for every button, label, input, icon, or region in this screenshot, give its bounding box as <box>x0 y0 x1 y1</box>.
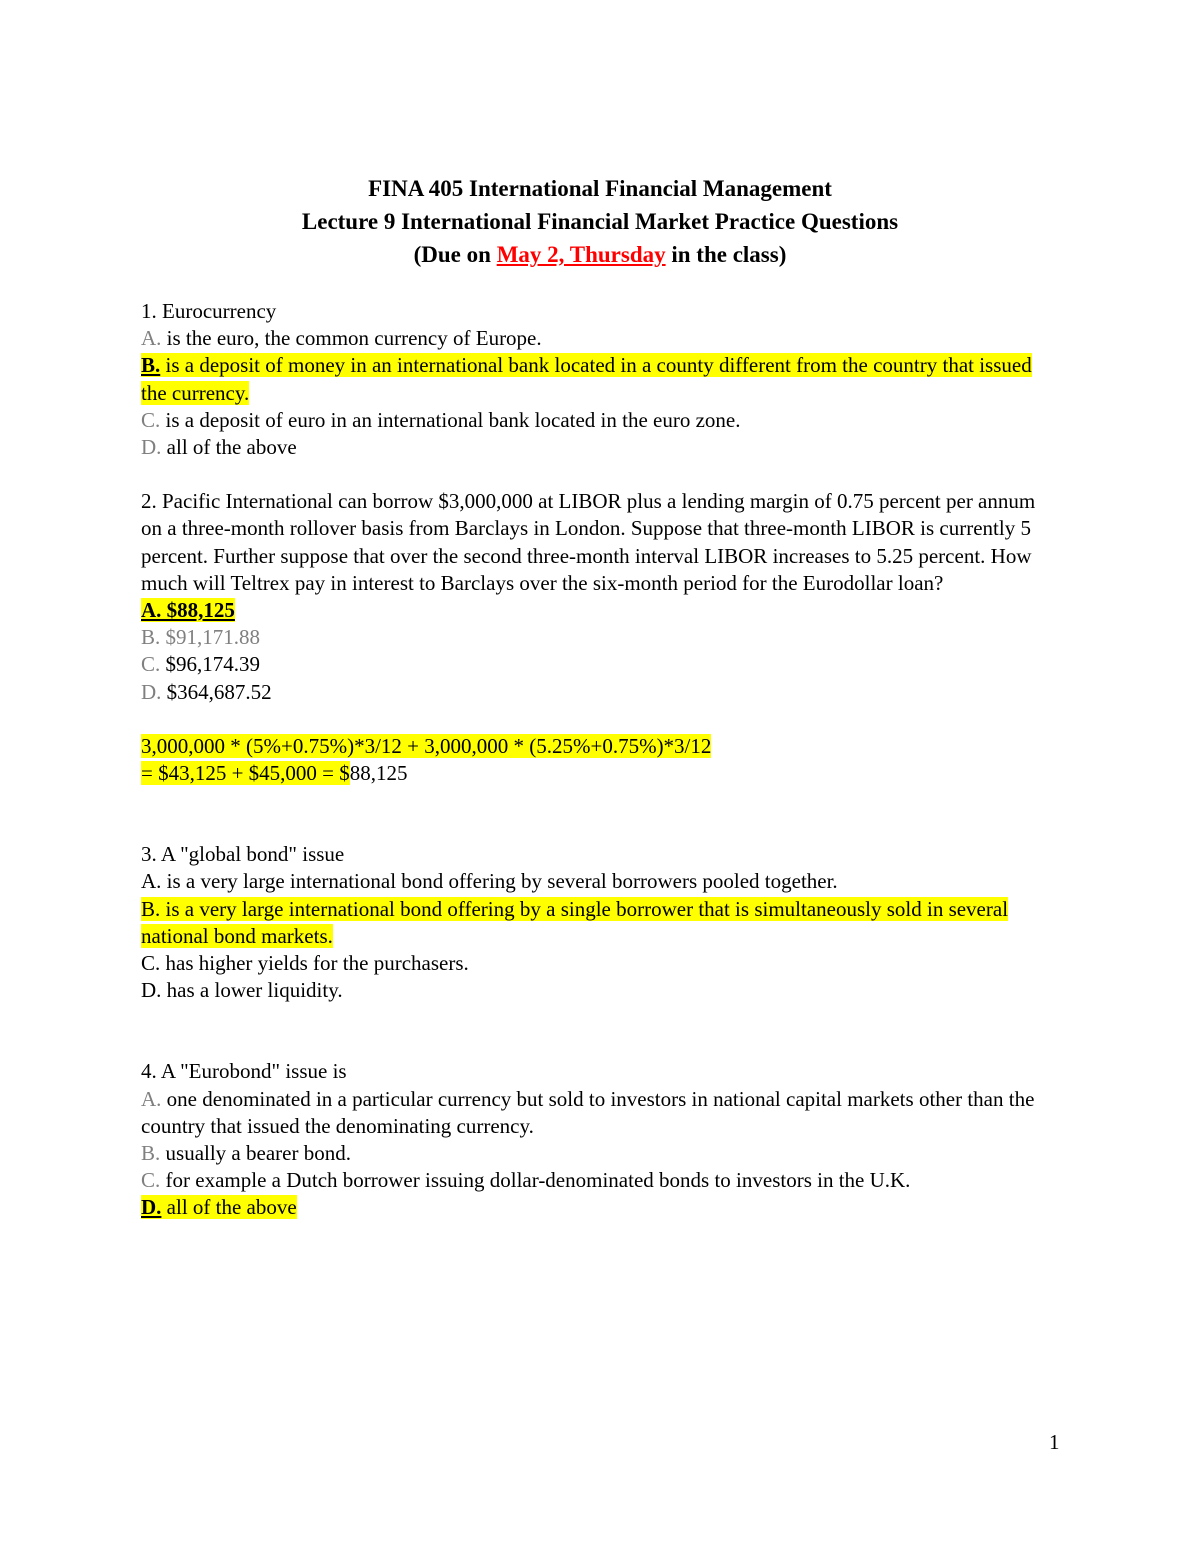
question-4-option-a <box>141 1086 1061 1140</box>
option-letter: C. <box>141 407 161 432</box>
calculation-line-1 <box>141 733 1061 760</box>
question-3 <box>141 841 1061 1004</box>
option-text: $364,687.52 <box>161 679 272 704</box>
lecture-title: Lecture 9 International Financial Market Practice Questions <box>301 209 899 234</box>
answer-text: B. is a very large international bond offering by a single borrower that is simultaneously sold in several national bond markets. <box>141 896 1009 948</box>
question-1 <box>141 298 1061 461</box>
option-letter: D. <box>141 679 162 704</box>
option-letter: A. <box>141 1086 162 1111</box>
option-text: usually a bearer bond. <box>160 1141 351 1166</box>
question-2-option-d <box>141 679 1061 706</box>
option-letter: D. <box>141 435 162 460</box>
question-2-option-c <box>141 651 1061 678</box>
option-letter: B. <box>141 625 161 650</box>
question-1-option-a <box>141 325 1061 352</box>
calculation-result: 88,125 <box>349 761 408 786</box>
answer-letter: D. <box>141 1195 162 1220</box>
question-4-option-d <box>141 1194 1061 1221</box>
option-letter: A. <box>141 326 162 351</box>
option-text: $96,174.39 <box>160 652 261 677</box>
question-2-calculation <box>141 733 1061 787</box>
title-block <box>0 172 1200 271</box>
calculation-line-2 <box>141 760 1061 787</box>
page-number: 1 <box>1049 1430 1060 1454</box>
answer-text: A. $88,125 <box>141 598 235 623</box>
question-2-option-b <box>141 624 1061 651</box>
due-date: May 2, Thursday <box>496 242 666 267</box>
option-text: one denominated in a particular currency but sold to investors in national capital markets other than the country that issued the denominating currency. <box>141 1086 1035 1138</box>
question-2-stem: 2. Pacific International can borrow $3,000,000 at LIBOR plus a lending margin of 0.75 percent per annum on a three-month rollover basis from Barclays in London. Suppose that three-month LIBOR is currently 5 percent. Further suppose that over the second three-month interval LIBOR increases to 5.25 percent. How much will Teltrex pay in interest to Barclays over the six-month period for the Eurodollar loan? <box>141 489 1036 595</box>
answer-text: all of the above <box>161 1195 297 1220</box>
question-2-option-a <box>141 597 1061 624</box>
answer-text: is a deposit of money in an international bank located in a county different from the country that issued the currency. <box>141 353 1032 405</box>
due-prefix: (Due on <box>413 242 497 267</box>
option-letter: C. <box>141 652 161 677</box>
option-text: all of the above <box>161 435 297 460</box>
calculation-text: = $43,125 + $45,000 = $ <box>141 761 350 786</box>
question-1-option-b <box>141 352 1061 406</box>
question-4-option-c <box>141 1167 1061 1194</box>
question-3-option-c: C. has higher yields for the purchasers. <box>141 951 469 976</box>
due-line <box>0 238 1200 271</box>
calculation-text: 3,000,000 * (5%+0.75%)*3/12 + 3,000,000 * (5.25%+0.75%)*3/12 <box>141 733 712 758</box>
question-4 <box>141 1058 1061 1221</box>
question-3-stem: 3. A "global bond" issue <box>141 842 345 867</box>
question-3-option-a: A. is a very large international bond offering by several borrowers pooled together. <box>141 869 838 894</box>
question-4-option-b <box>141 1140 1061 1167</box>
option-text: is a deposit of euro in an international bank located in the euro zone. <box>160 407 741 432</box>
question-2 <box>141 488 1061 706</box>
option-text: for example a Dutch borrower issuing dollar-denominated bonds to investors in the U.K. <box>160 1168 911 1193</box>
questions <box>141 298 1061 1249</box>
option-letter: B. <box>141 1141 161 1166</box>
course-title: FINA 405 International Financial Management <box>368 176 832 201</box>
option-text: $91,171.88 <box>160 625 261 650</box>
due-suffix: in the class) <box>665 242 787 267</box>
question-3-option-d: D. has a lower liquidity. <box>141 978 343 1003</box>
option-letter: C. <box>141 1168 161 1193</box>
question-1-option-d <box>141 434 1061 461</box>
answer-letter: B. <box>141 353 161 378</box>
question-1-option-c <box>141 407 1061 434</box>
option-text: is the euro, the common currency of Europe. <box>161 326 542 351</box>
question-3-option-b <box>141 896 1061 950</box>
question-1-stem: 1. Eurocurrency <box>141 299 277 323</box>
question-4-stem: 4. A "Eurobond" issue is <box>141 1059 347 1084</box>
